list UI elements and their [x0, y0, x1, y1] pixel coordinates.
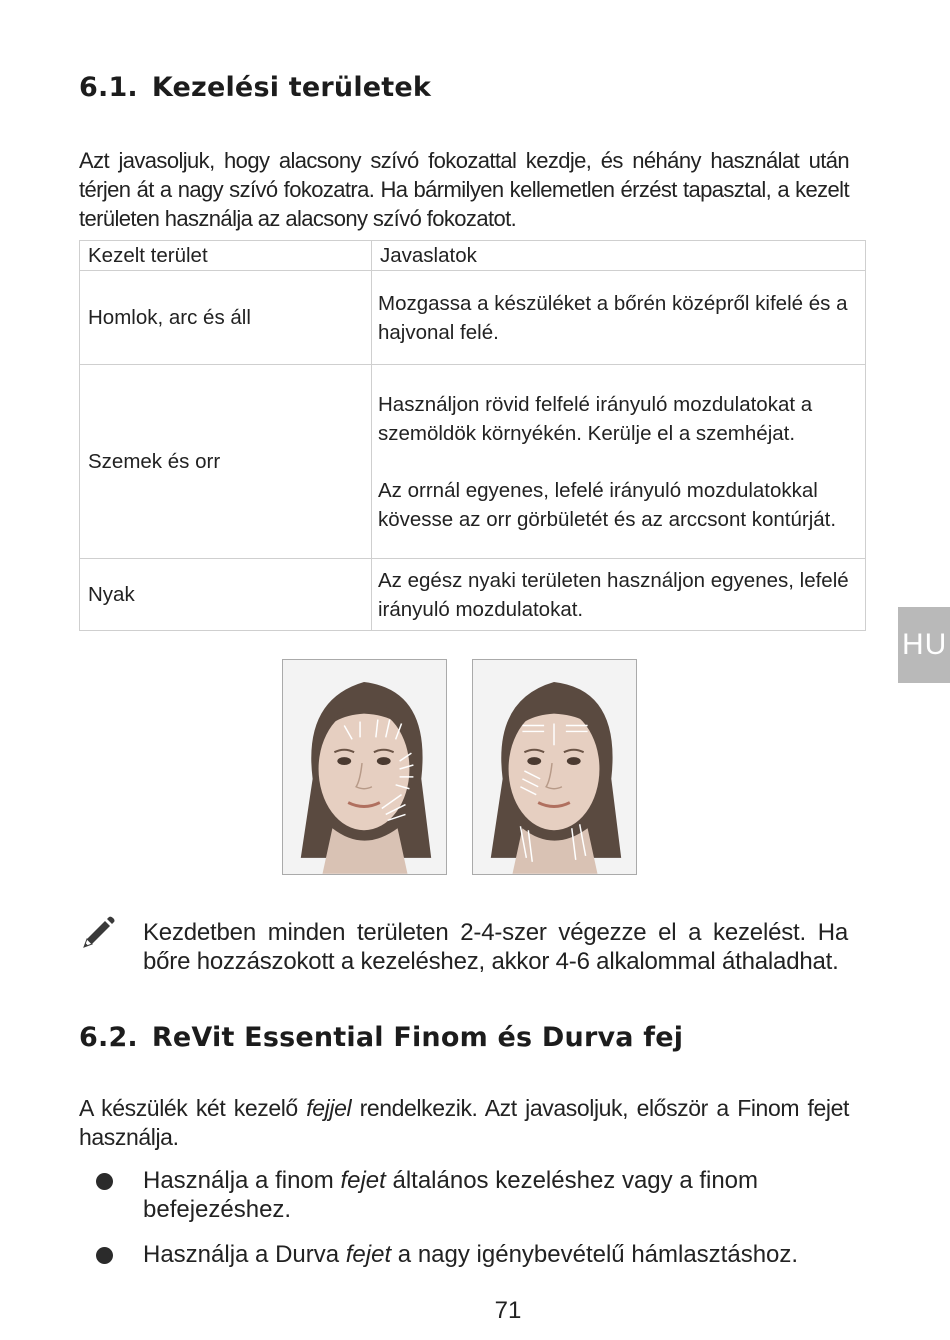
intro-paragraph: Azt javasoljuk, hogy alacsony szívó fokozattal kezdje, és néhány használat után térjen át a nagy szívó fokozatra. Ha bármilyen kellemetlen érzést tapasztal, a kezelt területen használja az alacsony szívó fokozatot.: [79, 148, 849, 231]
paragraph-gap: [378, 448, 861, 476]
list-item: [79, 1166, 869, 1224]
table-header-tips: Javaslatok: [372, 241, 866, 271]
pencil-icon: [78, 913, 118, 953]
tip-text: Az egész nyaki területen használjon egyenes, lefelé irányuló mozdulatokat.: [378, 568, 849, 621]
table-header-row: [80, 241, 866, 271]
bullet-icon: [96, 1247, 113, 1264]
text-run: Használja a finom: [143, 1167, 341, 1194]
section-number: 6.1.: [79, 72, 138, 103]
text-run: a nagy igénybevételű hámlasztáshoz.: [391, 1241, 799, 1268]
tip-text: Az orrnál egyenes, lefelé irányuló mozdulatokkal kövesse az orr görbületét és az arccsont kontúrját.: [378, 478, 837, 531]
tip-text: Használjon rövid felfelé irányuló mozdulatokat a szemöldök környékén. Kerülje el a szemhéjat.: [378, 392, 813, 445]
table-cell-area: Szemek és orr: [80, 365, 372, 559]
treatment-areas-table: [79, 240, 866, 631]
text-run: rendelkezik. Azt javasoljuk, először a Finom fejet használja.: [79, 1095, 849, 1150]
list-item: [79, 1240, 869, 1269]
face-photo-left: [282, 659, 447, 875]
heads-paragraph: [79, 1094, 849, 1152]
page-number: 71: [494, 1297, 522, 1324]
section-number: 6.2.: [79, 1022, 138, 1053]
emphasis-text: fejjel: [306, 1095, 352, 1121]
table-cell-tips: [372, 559, 866, 631]
section-title: ReVit Essential Finom és Durva fej: [151, 1022, 684, 1053]
bullet-list: [79, 1166, 869, 1285]
table-cell-area: Nyak: [80, 559, 372, 631]
text-run: Használja a Durva: [143, 1241, 346, 1268]
face-illustration-left: [283, 660, 446, 874]
table-cell-tips: [372, 365, 866, 559]
tip-text: Mozgassa a készüléket a bőrén középről kifelé és a hajvonal felé.: [378, 291, 848, 344]
table-row: [80, 271, 866, 365]
emphasis-text: fejet: [345, 1241, 392, 1268]
language-side-tab: HU: [898, 607, 950, 683]
note-text: Kezdetben minden területen 2-4-szer végezze el a kezelést. Ha bőre hozzászokott a kezeléshez, akkor 4-6 alkalommal áthaladhat.: [143, 919, 848, 975]
text-run: általános kezeléshez vagy a finom befejezéshez.: [143, 1167, 759, 1223]
bullet-icon: [96, 1173, 113, 1190]
table-cell-area: Homlok, arc és áll: [80, 271, 372, 365]
section-heading-6-1: [79, 72, 431, 103]
face-illustration-right: [473, 660, 636, 874]
emphasis-text: fejet: [340, 1167, 386, 1194]
table-header-area: Kezelt terület: [80, 241, 372, 271]
section-title: Kezelési területek: [151, 72, 432, 103]
table-row: [80, 559, 866, 631]
section-heading-6-2: [79, 1022, 683, 1053]
table-cell-tips: [372, 271, 866, 365]
text-run: A készülék két kezelő: [79, 1095, 307, 1121]
face-photo-right: [472, 659, 637, 875]
table-row: [80, 365, 866, 559]
